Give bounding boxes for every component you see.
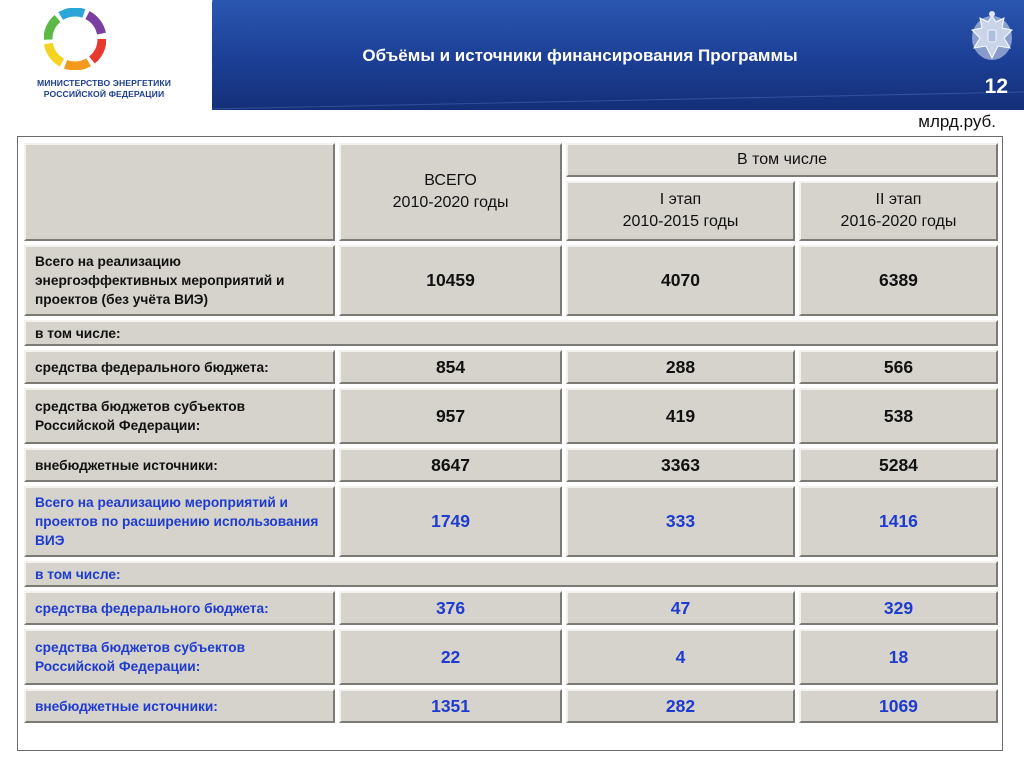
table-row <box>24 689 998 723</box>
cell-stage-2: 5284 <box>799 448 998 482</box>
row-subheading: в том числе: <box>24 320 998 346</box>
cell-stage-2: 566 <box>799 350 998 384</box>
table-row <box>24 448 998 482</box>
cell-stage-2: 1416 <box>799 486 998 557</box>
header-stage-2-line-1: II этап <box>875 191 922 208</box>
cell-stage-1: 47 <box>566 591 795 625</box>
row-label: Всего на реализацию мероприятий и проектов по расширению использования ВИЭ <box>24 486 335 557</box>
cell-total: 376 <box>339 591 562 625</box>
table-row <box>24 350 998 384</box>
header-stage-2-line-2: 2016-2020 годы <box>840 213 957 230</box>
ministry-line-2: РОССИЙСКОЙ ФЕДЕРАЦИИ <box>43 89 165 99</box>
slide-number: 12 <box>984 75 1008 98</box>
cell-stage-1: 282 <box>566 689 795 723</box>
financing-table <box>17 136 1003 751</box>
row-label: средства федерального бюджета: <box>24 591 335 625</box>
cell-stage-1: 4070 <box>566 245 795 316</box>
cell-stage-2: 6389 <box>799 245 998 316</box>
cell-stage-2: 538 <box>799 388 998 444</box>
russian-coat-of-arms-icon <box>966 8 1018 66</box>
row-label: средства бюджетов субъектов Российской Федерации: <box>24 629 335 685</box>
header-stage-1-line-2: 2010-2015 годы <box>622 213 739 230</box>
logo-area <box>0 0 212 112</box>
row-label: внебюджетные источники: <box>24 689 335 723</box>
financing-grid <box>20 139 1002 727</box>
cell-stage-1: 419 <box>566 388 795 444</box>
cell-stage-1: 4 <box>566 629 795 685</box>
row-label: внебюджетные источники: <box>24 448 335 482</box>
header-stage-1-line-1: I этап <box>659 191 702 208</box>
cell-total: 1351 <box>339 689 562 723</box>
slide-header <box>0 0 1024 112</box>
row-label: Всего на реализацию энергоэффективных мероприятий и проектов (без учёта ВИЭ) <box>24 245 335 316</box>
table-row <box>24 320 998 346</box>
row-subheading: в том числе: <box>24 561 998 587</box>
table-row <box>24 561 998 587</box>
cell-stage-1: 3363 <box>566 448 795 482</box>
cell-stage-1: 333 <box>566 486 795 557</box>
header-stage-1 <box>566 181 795 241</box>
page-title: Объёмы и источники финансирования Программы <box>362 46 798 65</box>
ministry-line-1: МИНИСТЕРСТВО ЭНЕРГЕТИКИ <box>36 78 172 88</box>
ministry-wheel-logo-icon <box>44 8 106 70</box>
cell-total: 10459 <box>339 245 562 316</box>
table-row <box>24 245 998 316</box>
cell-total: 8647 <box>339 448 562 482</box>
cell-total: 957 <box>339 388 562 444</box>
cell-total: 1749 <box>339 486 562 557</box>
table-row <box>24 629 998 685</box>
unit-label: млрд.руб. <box>918 112 996 131</box>
row-label: средства бюджетов субъектов Российской Федерации: <box>24 388 335 444</box>
header-total-line-2: 2010-2020 годы <box>392 194 509 211</box>
header-stage-2 <box>799 181 998 241</box>
cell-stage-2: 18 <box>799 629 998 685</box>
cell-stage-1: 288 <box>566 350 795 384</box>
cell-stage-2: 1069 <box>799 689 998 723</box>
ministry-name <box>4 78 204 100</box>
row-label: средства федерального бюджета: <box>24 350 335 384</box>
table-row <box>24 591 998 625</box>
corner-cell <box>24 143 335 241</box>
header-including: В том числе <box>566 143 998 177</box>
cell-total: 854 <box>339 350 562 384</box>
header-total <box>339 143 562 241</box>
header-total-line-1: ВСЕГО <box>424 172 477 189</box>
cell-total: 22 <box>339 629 562 685</box>
table-row <box>24 486 998 557</box>
cell-stage-2: 329 <box>799 591 998 625</box>
table-row <box>24 388 998 444</box>
